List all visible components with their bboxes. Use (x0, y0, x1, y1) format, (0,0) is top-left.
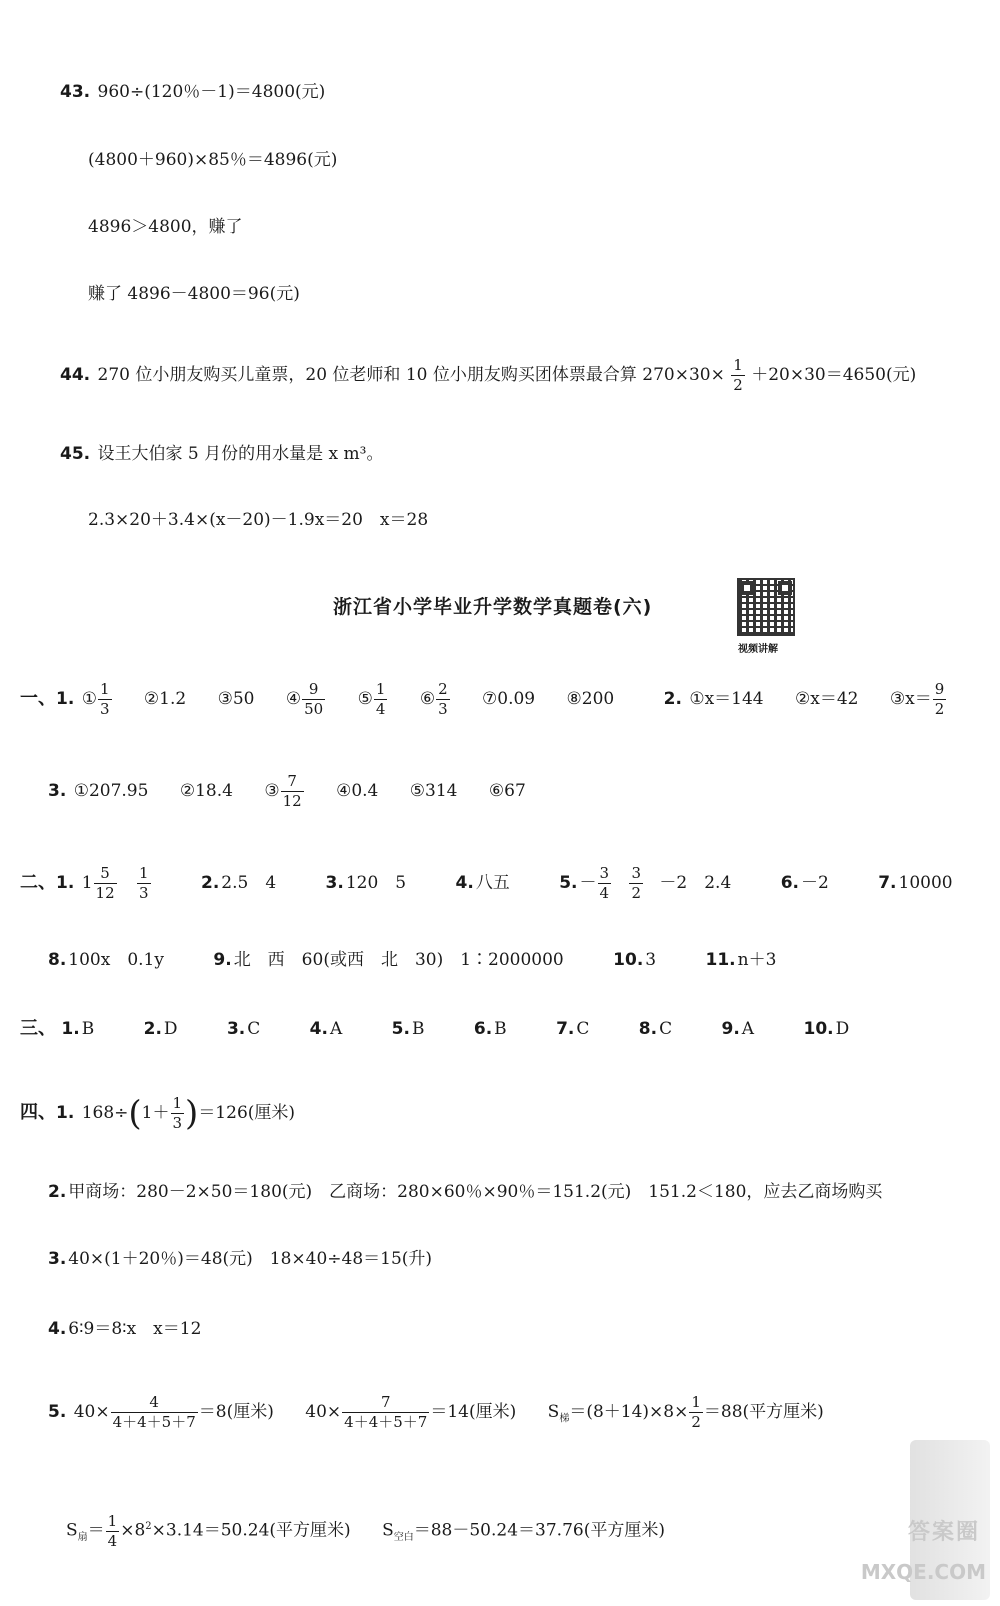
q45-text1: 设王大伯家 5 月份的用水量是 x m³。 (97, 444, 384, 464)
q43-text1: 960÷(120％－1)＝4800(元) (97, 82, 326, 102)
part3-heading: 三、 (20, 1018, 56, 1039)
p2-line2: 8. 100x 0.1y 9. 北 西 60(或西 北 30) 1∶2000000 10. 3 11. n＋3 (48, 950, 777, 970)
p1-frac-c3: $\frac{7}{12}$ (282, 772, 302, 810)
part1-heading: 一、 (20, 688, 56, 709)
p4-line4: 4. 6∶9＝8∶x x＝12 (48, 1319, 202, 1339)
watermark-text: 答案圈 (907, 1520, 980, 1545)
p4-line3: 3. 40×(1＋20％)＝48(元) 18×40÷48＝15(升) (48, 1249, 433, 1269)
p1-frac5: $\frac{1}{4}$ (375, 680, 386, 718)
p1-frac6: $\frac{2}{3}$ (438, 680, 448, 718)
q44-number: 44. (60, 365, 91, 385)
p1-frac1: $\frac{1}{3}$ (99, 680, 110, 718)
p1-q2-number: 2. (663, 689, 682, 709)
q44-text-a: 270 位小朋友购买儿童票，20 位老师和 10 位小朋友购买团体票最合算 270×30× (97, 365, 725, 385)
q44-text-b: ＋20×30＝4650(元) (751, 365, 917, 385)
q43-line4: 赚了 4896－4800＝96(元) (88, 284, 300, 304)
watermark-url: MXQE.COM (860, 1560, 986, 1584)
q43-line2: (4800＋960)×85％＝4896(元) (88, 150, 338, 170)
q43-line3: 4896＞4800，赚了 (88, 217, 243, 237)
q44-line (60, 358, 916, 393)
p1-q1-number: 1. (56, 689, 75, 709)
q45-line2: 2.3×20＋3.4×(x－20)－1.9x＝20 x＝28 (88, 510, 429, 530)
p1-frac-b3: $\frac{9}{2}$ (934, 680, 945, 718)
qr-label: 视频讲解 (738, 644, 778, 655)
p1-frac4: $\frac{9}{50}$ (304, 680, 324, 718)
q43-line1 (60, 78, 325, 106)
p4-line5: 5. 40× $\frac{4}{4+4+5+7}$ ＝8(厘米) 40× $\frac{7}{4+4+5+7}$ ＝14(厘米) $S_梯=(8+14)\times 8\times$ $\frac{1}{2}$ ＝88(平方厘米) (48, 1393, 824, 1431)
qr-code-icon[interactable] (737, 578, 795, 636)
q45-number: 45. (60, 444, 91, 464)
p4-line6: $S_扇=$ $\frac{1}{4}$ $\times 8^2\times 3.14=50.24$(平方厘米) $S_{空白}=88-50.24=37.76$(平方厘米) (66, 1511, 665, 1550)
q44-fraction: $\frac{1}{2}$ (733, 356, 743, 394)
p4-line1: 四、1. 168÷(1＋ $\frac{1}{3}$ )＝126(厘米) (20, 1093, 296, 1134)
q43-number: 43. (60, 82, 91, 102)
part4-heading: 四、 (20, 1102, 56, 1123)
part2-heading: 二、 (20, 872, 56, 893)
p4-line2: 2. 甲商场：280－2×50＝180(元) 乙商场：280×60％×90％＝151.2(元) 151.2＜180，应去乙商场购买 (48, 1182, 883, 1202)
p1-line1: 一、1. ① $\frac{1}{3}$ ②1.2 ③50 ④ $\frac{9}{50}$ ⑤ $\frac{1}{4}$ ⑥ $\frac{2}{3}$ ⑦0.09 ⑧200 2. ①x＝144 ②x＝42 ③x＝ $\frac{9}{2}$ (20, 680, 945, 718)
p1-line2: 3. ①207.95 ②18.4 ③ $\frac{7}{12}$ ④0.4 ⑤314 ⑥67 (48, 772, 526, 810)
p3-line: 三、 1. B 2. D 3. C 4. A 5. B 6. B 7. C 8. C 9. A 10. D (20, 1018, 850, 1039)
q45-line1 (60, 440, 383, 468)
p1-q3-number: 3. (48, 781, 67, 801)
section-title: 浙江省小学毕业升学数学真题卷(六) (333, 596, 653, 618)
p2-line1: 二、1. 1 $\frac{5}{12}$ $\frac{1}{3}$ 2. 2.5 4 3. 120 5 4. 八五 5. － $\frac{3}{4}$ $\frac{3}{2}$ －2 2.4 6. －2 7. 10000 (20, 864, 953, 902)
